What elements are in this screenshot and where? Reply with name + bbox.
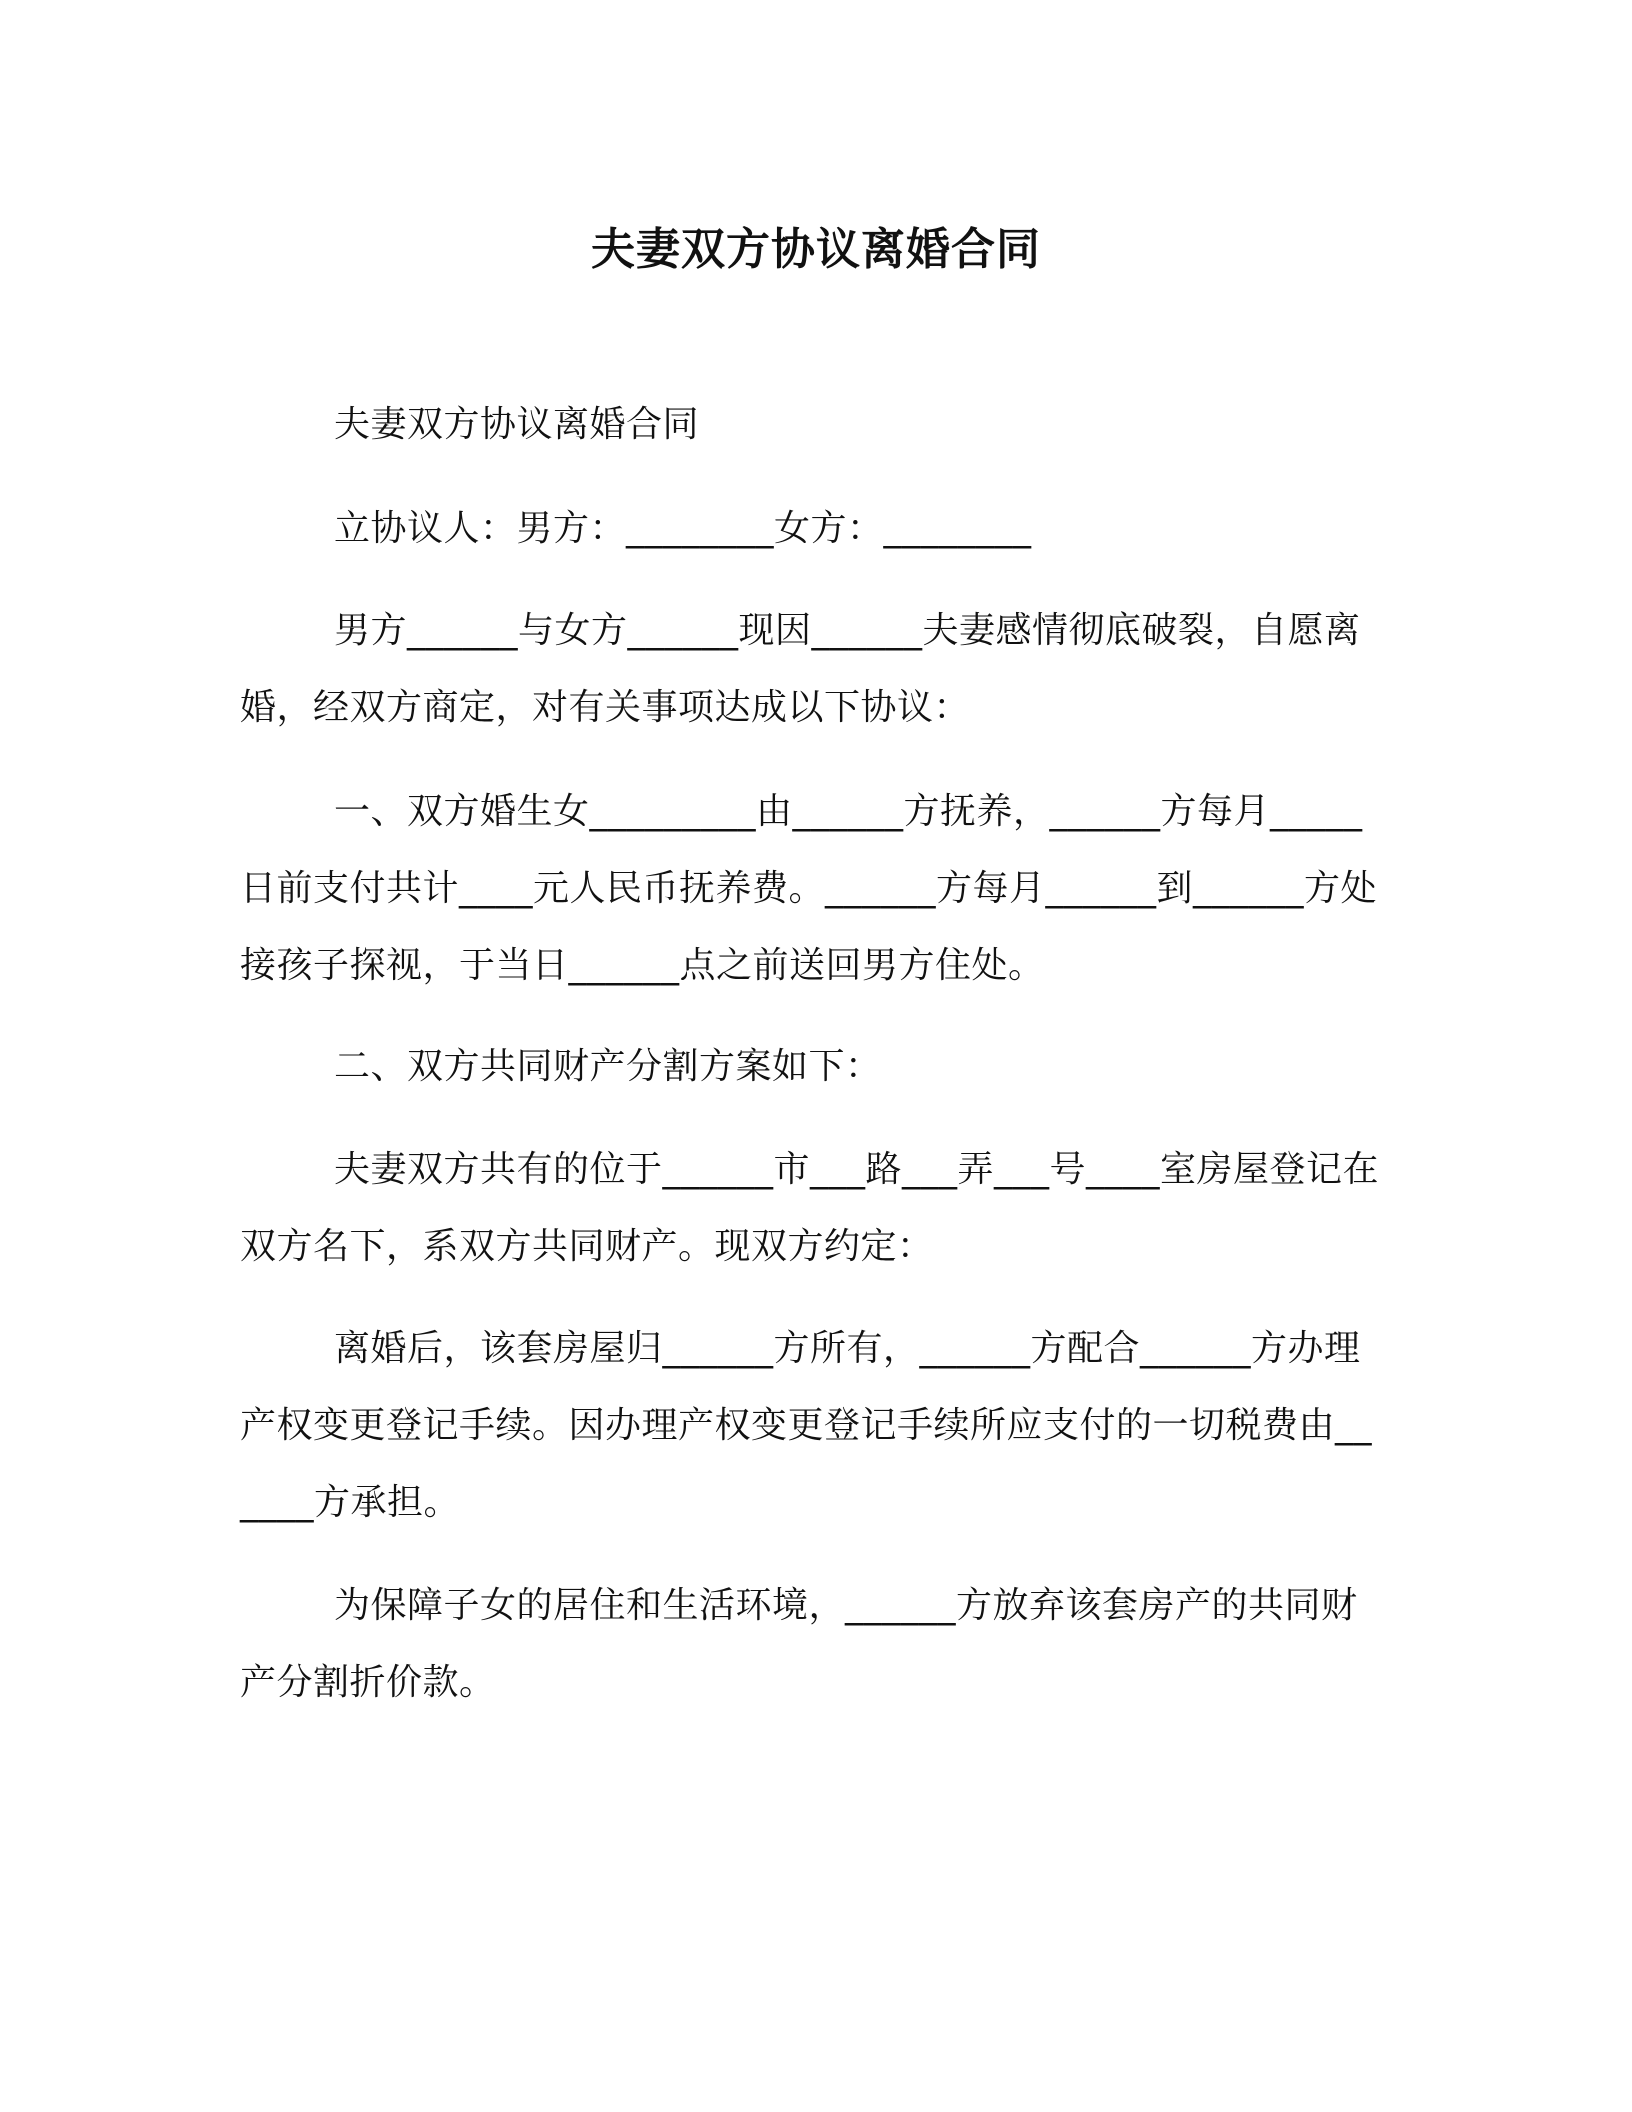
paragraph-waiver: 为保障子女的居住和生活环境，______方放弃该套房产的共同财产分割折价款。 bbox=[240, 1585, 1358, 1703]
paragraph-clause-1: 一、双方婚生女_________由______方抚养，______方每月_____日前支付共计____元人民币抚养费。______方每月______到______方处接孩子探视，于当日______点之前送回男方住处。 bbox=[240, 791, 1378, 986]
paragraph-parties: 立协议人：男方：________女方：________ bbox=[334, 508, 1032, 549]
paragraph-intro: 男方______与女方______现因______夫妻感情彻底破裂，自愿离婚，经双方商定，对有关事项达成以下协议： bbox=[240, 610, 1361, 728]
paragraph-subtitle: 夫妻双方协议离婚合同 bbox=[334, 404, 700, 445]
paragraph-clause-2-heading: 二、双方共同财产分割方案如下： bbox=[334, 1046, 882, 1087]
paragraph-property: 夫妻双方共有的位于______市___路___弄___号____室房屋登记在双方名下，系双方共同财产。现双方约定： bbox=[240, 1149, 1380, 1267]
document-title: 夫妻双方协议离婚合同 bbox=[591, 224, 1041, 275]
paragraph-ownership: 离婚后，该套房屋归______方所有，______方配合______方办理产权变更登记手续。因办理产权变更登记手续所应支付的一切税费由______方承担。 bbox=[240, 1328, 1373, 1523]
